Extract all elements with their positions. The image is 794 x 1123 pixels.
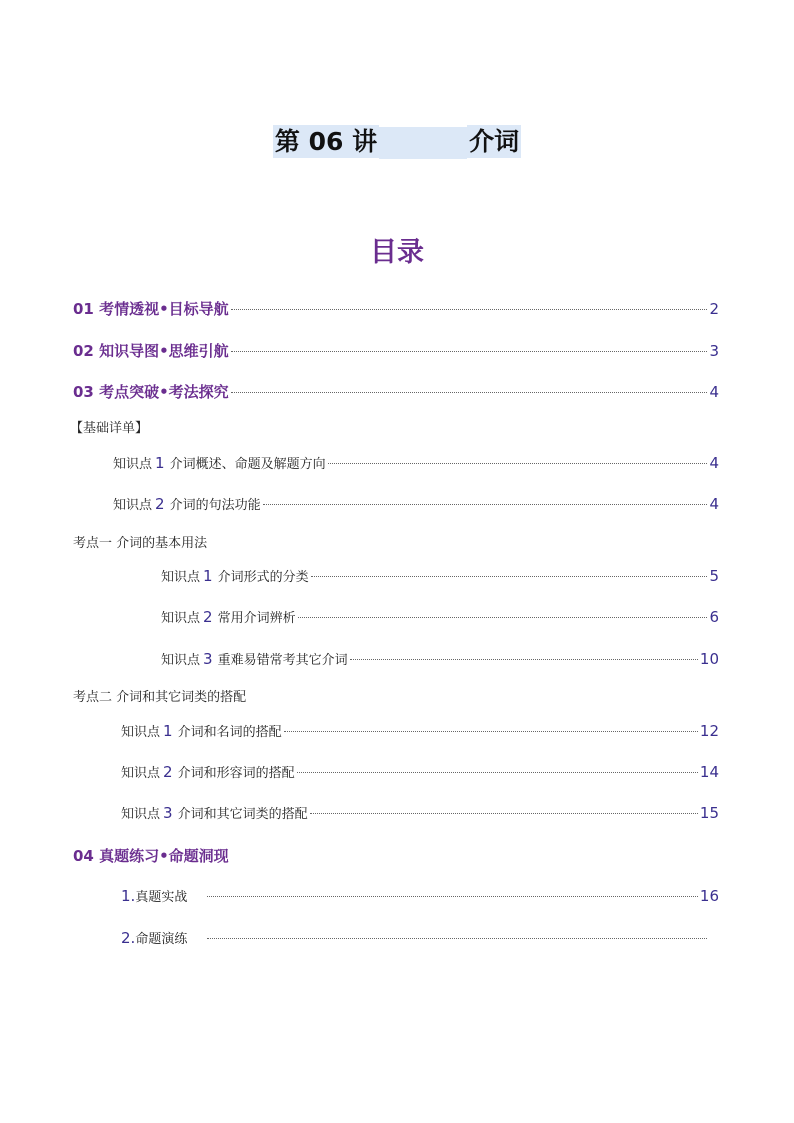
toc-entry-kd2-1[interactable]: [121, 721, 719, 740]
toc-entry-kd1-2[interactable]: [161, 607, 719, 626]
toc-entry-kd1-1[interactable]: [161, 566, 719, 585]
toc-page-number: 10: [699, 650, 719, 668]
toc-page-number: 4: [709, 495, 719, 513]
toc-heading: 目录: [370, 237, 424, 268]
toc-entry-label: 1.真题实战: [121, 887, 188, 905]
toc-entry-label: 知识点 1 介词和名词的搭配: [121, 722, 282, 740]
kaodian2-heading: 考点二 介词和其它词类的搭配: [73, 690, 247, 705]
toc-entry-basic-2[interactable]: [113, 494, 719, 513]
dot-leader: [231, 391, 708, 393]
toc-entry-label: 知识点 2 常用介词辨析: [161, 608, 296, 626]
toc-entry-label: 03 考点突破•考法探究: [73, 383, 229, 401]
dot-leader: [298, 616, 708, 618]
toc-entry-03[interactable]: [73, 381, 719, 402]
dot-leader: [310, 812, 698, 814]
toc-entry-02[interactable]: [73, 340, 719, 361]
toc-page-number: 5: [709, 567, 719, 585]
toc-entry-kd2-3[interactable]: [121, 803, 719, 822]
toc-entry-label: 知识点 2 介词的句法功能: [113, 495, 261, 513]
toc-page-number: 4: [709, 383, 719, 401]
toc-entry-label: 2.命题演练: [121, 929, 188, 947]
toc-entry-kd1-3[interactable]: [161, 649, 719, 668]
toc-page-number: 12: [699, 722, 719, 740]
toc-entry-04[interactable]: [73, 845, 229, 866]
toc-entry-label: 知识点 3 重难易错常考其它介词: [161, 650, 348, 668]
toc-entry-label: 知识点 1 介词形式的分类: [161, 567, 309, 585]
toc-entry-label: 知识点 1 介词概述、命题及解题方向: [113, 454, 326, 472]
dot-leader: [297, 771, 698, 773]
dot-leader: [207, 937, 707, 939]
toc-page-number: 14: [699, 763, 719, 781]
toc-page-number: 3: [709, 342, 719, 360]
dot-leader: [311, 575, 708, 577]
title-gap: [379, 127, 467, 159]
page-title: [0, 122, 794, 159]
toc-entry-label: 知识点 2 介词和形容词的搭配: [121, 763, 295, 781]
toc-entry-basic-1[interactable]: [113, 453, 719, 472]
toc-entry-label: 02 知识导图•思维引航: [73, 342, 229, 360]
basic-heading: 【基础详单】: [70, 421, 149, 436]
dot-leader: [284, 730, 698, 732]
title-lecture: 第 06 讲: [274, 127, 378, 156]
dot-leader: [350, 658, 698, 660]
toc-entry-label: 知识点 3 介词和其它词类的搭配: [121, 804, 308, 822]
toc-entry-practice-1[interactable]: [121, 886, 719, 905]
toc-page-number: 2: [709, 300, 719, 318]
dot-leader: [207, 895, 698, 897]
kaodian1-heading: 考点一 介词的基本用法: [73, 536, 208, 551]
toc-page-number: 4: [709, 454, 719, 472]
toc-entry-label: 01 考情透视•目标导航: [73, 300, 229, 318]
dot-leader: [231, 308, 708, 310]
dot-leader: [263, 503, 708, 505]
toc-entry-01[interactable]: [73, 298, 719, 319]
toc-entry-practice-2[interactable]: [121, 928, 709, 947]
toc-entry-label: 04 真题练习•命题洞现: [73, 847, 229, 865]
dot-leader: [231, 350, 708, 352]
title-topic: 介词: [469, 127, 520, 156]
toc-page-number: 16: [699, 887, 719, 905]
toc-entry-kd2-2[interactable]: [121, 762, 719, 781]
dot-leader: [328, 462, 708, 464]
toc-page-number: 15: [699, 804, 719, 822]
toc-page-number: 6: [709, 608, 719, 626]
